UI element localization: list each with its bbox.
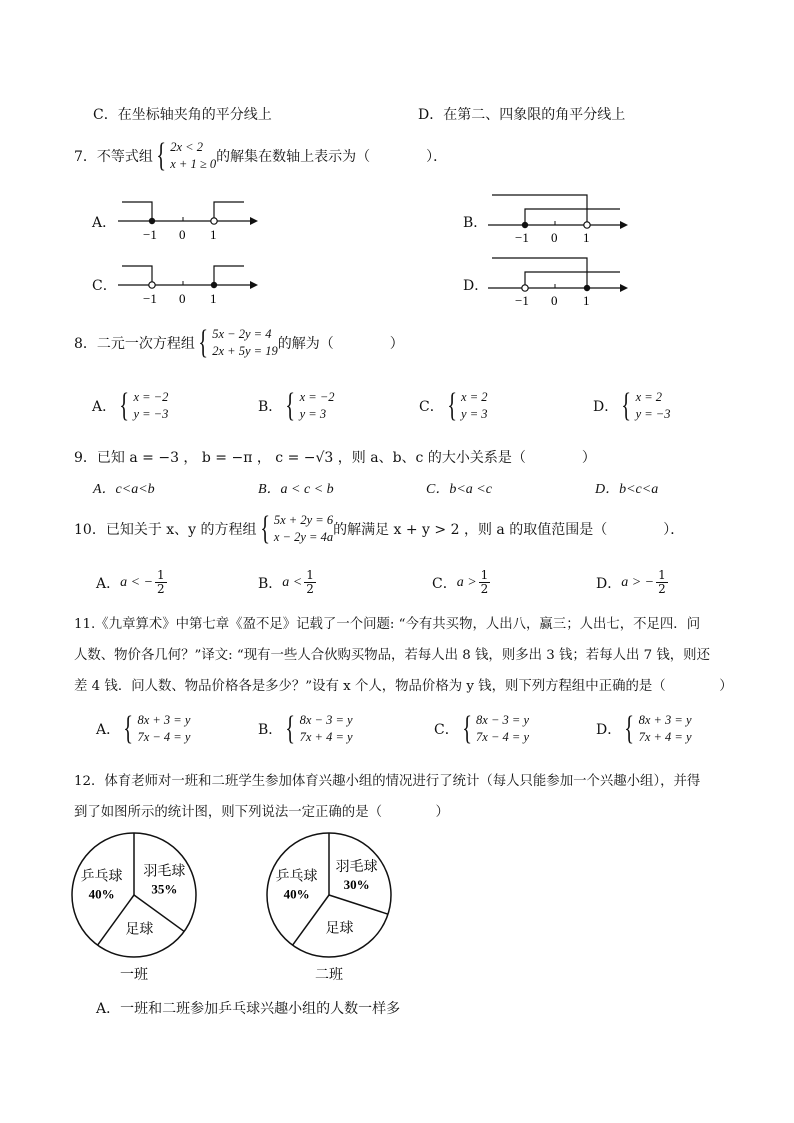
q7-numberline-b bbox=[480, 190, 630, 245]
q11-b-row2: 7x + 4 = y bbox=[299, 730, 353, 744]
q10-option-d bbox=[596, 569, 668, 596]
q8-option-a-label: A． bbox=[92, 399, 117, 415]
q11-d-row2: 7x + 4 = y bbox=[638, 730, 692, 744]
pie-slice-percent: 35% bbox=[151, 881, 178, 897]
q7d-tick-neg1: −1 bbox=[515, 293, 529, 308]
q11-line3: 差 4 钱．问人数、物品价格各是多少？”设有 x 个人，物品价格为 y 钱，则下列方程组中正确的是（ ） bbox=[74, 679, 733, 694]
q10-option-c bbox=[432, 569, 490, 596]
q10-d-label: D． bbox=[596, 575, 622, 592]
q11-line1: 11.《九章算术》中第七章《盈不足》记载了一个问题: “今有共买物，人出八，赢三；人出七，不足四．问 bbox=[74, 617, 701, 632]
q8-d-row1: x = 2 bbox=[635, 390, 663, 404]
q11-c-label: C． bbox=[434, 722, 459, 738]
pie-slice-name: 乒乓球 bbox=[80, 869, 123, 885]
q8-prefix: 8．二元一次方程组 bbox=[74, 336, 195, 352]
q10-d-expr: a > − bbox=[621, 574, 655, 590]
q10-a-num: 1 bbox=[157, 568, 165, 582]
q10-c-label: C． bbox=[432, 575, 457, 592]
q8-eq1: 5x − 2y = 4 bbox=[212, 327, 272, 341]
q9-option-c: C．b<a <c bbox=[426, 482, 492, 497]
q11-b-row1: 8x − 3 = y bbox=[299, 713, 353, 727]
q8-eq2: 2x + 5y = 19 bbox=[212, 344, 278, 358]
q11-d-row1: 8x + 3 = y bbox=[638, 713, 692, 727]
q7a-tick-1: 1 bbox=[210, 227, 217, 242]
q11-c-row2: 7x − 4 = y bbox=[476, 730, 530, 744]
q11-a-label: A． bbox=[96, 722, 121, 738]
q10-prefix: 10．已知关于 x、y 的方程组 bbox=[74, 522, 257, 538]
q11-a-row2: 7x − 4 = y bbox=[137, 730, 191, 744]
q8-c-row2: y = 3 bbox=[461, 407, 488, 421]
q10-a-expr: a < − bbox=[120, 574, 154, 590]
q11-option-c: C． { 8x − 3 = y 7x − 4 = y bbox=[434, 710, 530, 747]
q7c-tick-1: 1 bbox=[210, 291, 217, 306]
q10-b-expr: a < bbox=[282, 574, 303, 590]
q11-c-row1: 8x − 3 = y bbox=[476, 713, 530, 727]
q9-option-a: A．c<a<b bbox=[93, 482, 155, 497]
q7-eq1: 2x < 2 bbox=[170, 140, 203, 154]
q10-d-num: 1 bbox=[658, 568, 666, 582]
q11-option-a: A． { 8x + 3 = y 7x − 4 = y bbox=[96, 710, 191, 747]
q11-line2: 人数、物价各几何？”译文: “现有一些人合伙购买物品，若每人出 8 钱，则多出 3 钱；若每人出 7 钱，则还 bbox=[74, 648, 710, 663]
q10-option-b bbox=[258, 569, 316, 596]
q7-suffix: 的解集在数轴上表示为（ ）． bbox=[216, 149, 448, 165]
q10-option-a bbox=[96, 569, 167, 596]
pie-title: 二班 bbox=[315, 968, 343, 983]
q7-numberline-d bbox=[480, 253, 630, 308]
q10-eq1: 5x + 2y = 6 bbox=[273, 513, 334, 527]
q8-b-row1: x = −2 bbox=[299, 390, 335, 404]
q12-line2: 到了如图所示的统计图，则下列说法一定正确的是（ ） bbox=[74, 805, 449, 820]
q10-c-den: 2 bbox=[480, 582, 489, 596]
pie-slice-percent: 30% bbox=[343, 876, 370, 892]
q12-option-a: A．一班和二班参加乒乓球兴趣小组的人数一样多 bbox=[96, 1001, 401, 1017]
q8-option-d: D． { x = 2 y = −3 bbox=[593, 387, 671, 424]
q7-prefix: 7．不等式组 bbox=[74, 149, 153, 165]
q12-pie-charts bbox=[60, 826, 420, 991]
q7c-tick-0: 0 bbox=[179, 291, 186, 306]
q10-c-num: 1 bbox=[480, 568, 489, 582]
q8-option-b-label: B． bbox=[258, 399, 283, 415]
q8-b-row2: y = 3 bbox=[299, 407, 327, 421]
q10-a-label: A． bbox=[96, 575, 121, 592]
q8-suffix: 的解为（ ） bbox=[277, 336, 404, 352]
q8-system: { 5x − 2y = 4 2x + 5y = 19 bbox=[198, 324, 278, 361]
q9-stem: 9．已知 a = −3 ， b = −π ， c = −√3 ，则 a、b、c 的大小关系是（ ） bbox=[74, 450, 596, 466]
q8-option-a: A． { x = −2 y = −3 bbox=[92, 387, 169, 424]
q7-numberline-a bbox=[110, 192, 260, 244]
q8-option-c-label: C． bbox=[419, 399, 444, 415]
q8-stem bbox=[74, 326, 404, 360]
q7b-tick-0: 0 bbox=[551, 230, 558, 245]
q8-option-c: C． { x = 2 y = 3 bbox=[419, 387, 488, 424]
q11-option-d: D． { 8x + 3 = y 7x + 4 = y bbox=[596, 710, 692, 747]
q9-option-b: B．a < c < b bbox=[258, 482, 334, 497]
pie-slice-name: 乒乓球 bbox=[275, 869, 318, 885]
q10-c-expr: a > bbox=[456, 574, 477, 590]
q7a-tick-neg1: −1 bbox=[143, 227, 157, 242]
pie-slice-name: 羽毛球 bbox=[143, 864, 186, 880]
pie-slice-name: 足球 bbox=[325, 921, 354, 937]
pie-title: 一班 bbox=[120, 968, 148, 983]
q7-label-a: A． bbox=[92, 215, 117, 231]
q7d-tick-1: 1 bbox=[583, 293, 590, 308]
pie-slice-percent: 40% bbox=[283, 886, 310, 902]
q12-line1: 12．体育老师对一班和二班学生参加体育兴趣小组的情况进行了统计（每人只能参加一个兴趣小组），并得 bbox=[74, 774, 701, 789]
q8-c-row1: x = 2 bbox=[461, 390, 488, 404]
q7-system: { 2x < 2 x + 1 ≥ 0 bbox=[156, 137, 217, 174]
q7c-tick-neg1: −1 bbox=[143, 291, 157, 306]
q7-stem bbox=[74, 139, 447, 173]
q10-b-label: B． bbox=[258, 575, 283, 592]
pie-chart-class2 bbox=[267, 833, 391, 983]
q10-suffix: 的解满足 x + y > 2 ，则 a 的取值范围是（ ）． bbox=[333, 522, 685, 538]
q9-option-d: D．b<c<a bbox=[595, 482, 659, 497]
q7-label-c: C． bbox=[92, 278, 117, 294]
pie-slice-percent: 40% bbox=[88, 886, 115, 902]
q10-a-den: 2 bbox=[157, 582, 165, 596]
q10-d-den: 2 bbox=[658, 582, 666, 596]
q8-a-row2: y = −3 bbox=[133, 407, 169, 421]
q11-a-row1: 8x + 3 = y bbox=[137, 713, 191, 727]
q7b-tick-neg1: −1 bbox=[515, 230, 529, 245]
q7d-tick-0: 0 bbox=[551, 293, 558, 308]
q10-stem bbox=[74, 512, 684, 546]
q8-option-b: B． { x = −2 y = 3 bbox=[258, 387, 335, 424]
q10-b-num: 1 bbox=[306, 568, 314, 582]
pie-chart-class1 bbox=[72, 833, 196, 983]
q7a-tick-0: 0 bbox=[179, 227, 186, 242]
pie-slice-name: 足球 bbox=[125, 922, 154, 938]
q7-label-d: D． bbox=[463, 278, 489, 294]
q10-b-den: 2 bbox=[306, 582, 314, 596]
q11-d-label: D． bbox=[596, 722, 622, 738]
q8-option-d-label: D． bbox=[593, 399, 619, 415]
q7b-tick-1: 1 bbox=[583, 230, 590, 245]
q8-a-row1: x = −2 bbox=[133, 390, 169, 404]
q7-label-b: B． bbox=[463, 215, 488, 231]
q7-numberline-c bbox=[110, 256, 260, 308]
q10-eq2: x − 2y = 4a bbox=[273, 530, 334, 544]
q11-b-label: B． bbox=[258, 722, 283, 738]
q8-d-row2: y = −3 bbox=[635, 407, 671, 421]
q10-system: { 5x + 2y = 6 x − 2y = 4a bbox=[259, 510, 334, 547]
q11-option-b: B． { 8x − 3 = y 7x + 4 = y bbox=[258, 710, 353, 747]
q6-option-d: D．在第二、四象限的角平分线上 bbox=[418, 107, 626, 123]
pie-slice-name: 羽毛球 bbox=[335, 859, 378, 875]
q6-option-c: C．在坐标轴夹角的平分线上 bbox=[93, 107, 272, 123]
q7-eq2: x + 1 ≥ 0 bbox=[170, 157, 217, 171]
